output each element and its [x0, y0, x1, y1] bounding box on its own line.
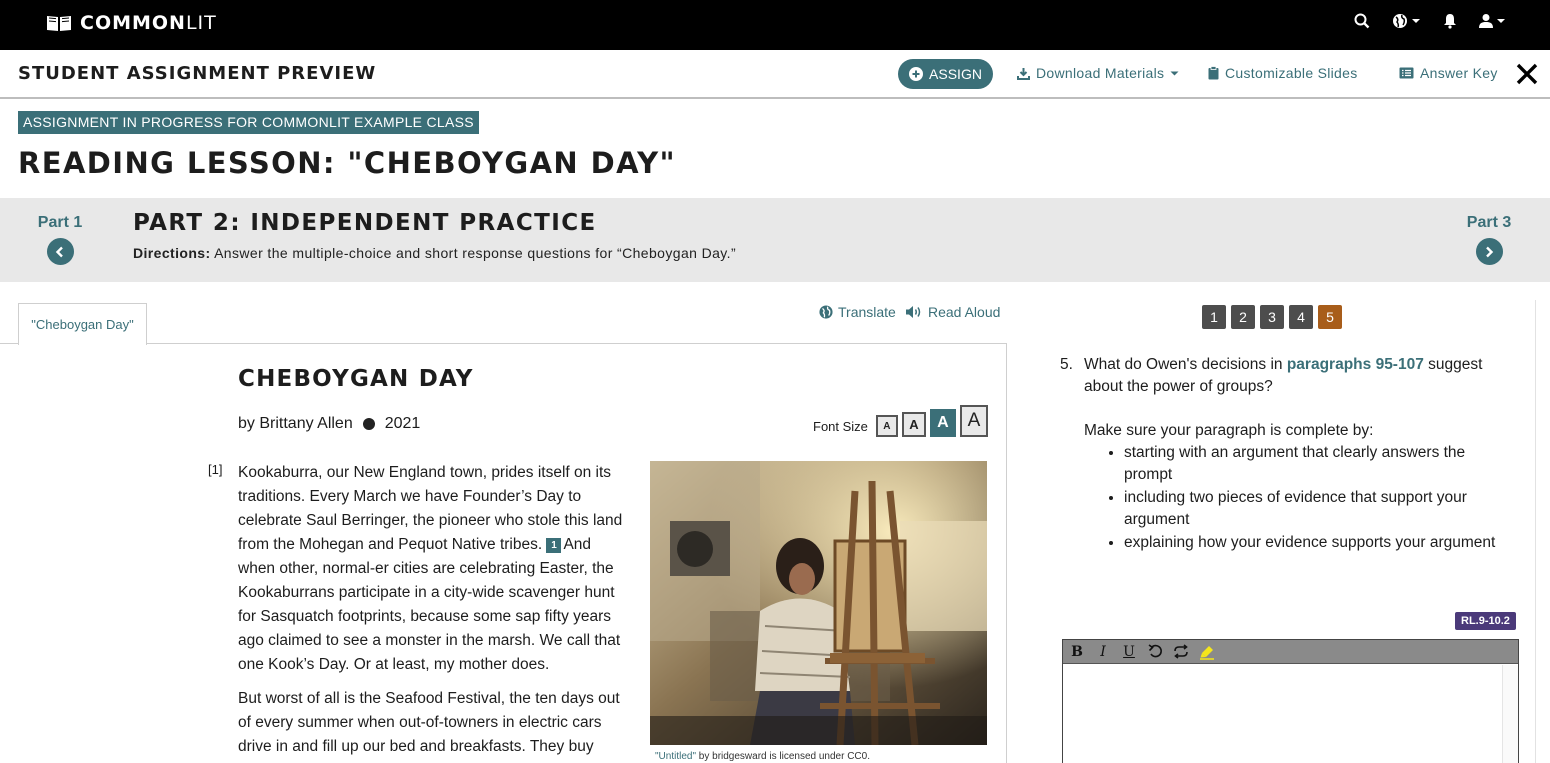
bold-button[interactable]: B: [1071, 643, 1083, 660]
question-5-button[interactable]: 5: [1318, 305, 1342, 329]
commonlit-logo[interactable]: [46, 12, 217, 34]
footnote-marker[interactable]: 1: [546, 538, 561, 553]
list-item: • starting with an argument that clearly answers the prompt: [1124, 442, 1504, 486]
clipboard-icon: [1208, 66, 1219, 80]
page-title: READING LESSON: "CHEBOYGAN DAY": [18, 146, 677, 180]
translate-button[interactable]: [819, 304, 896, 320]
chevron-down-icon: [1496, 17, 1506, 25]
globe-icon: [819, 305, 833, 319]
directions-label: Directions:: [133, 245, 211, 261]
book-icon: [46, 14, 72, 32]
paragraph-1-start: Kookaburra, our New England town, prides itself on its traditions. Every March we have Founder’s Day to celebrate Saul Berringer, the pioneer who stole this land from the Mohegan and Pequot Native tribes.: [238, 464, 623, 553]
search-icon[interactable]: [1354, 13, 1370, 29]
question-text: [1084, 354, 1504, 398]
question-text-end: suggest about the power of groups?: [1084, 356, 1483, 395]
previous-part-label: Part 1: [37, 214, 83, 231]
font-size-control: [813, 405, 988, 437]
chevron-down-icon: [1411, 17, 1421, 25]
answer-key-label: Answer Key: [1420, 65, 1498, 81]
close-icon[interactable]: [1514, 61, 1540, 87]
paragraph-2: But worst of all is the Seafood Festival, the ten days out of every summer when out-of-towners in electric cars drive in and fill up our bed and breakfasts. They buy: [238, 690, 620, 755]
user-menu[interactable]: [1479, 13, 1506, 29]
undo-icon[interactable]: [1147, 644, 1163, 660]
logo-text: COMMONLIT: [80, 12, 217, 34]
speaker-icon: [905, 305, 923, 319]
list-item: • explaining how your evidence supports your argument: [1124, 532, 1504, 554]
customizable-slides-label: Customizable Slides: [1225, 65, 1358, 81]
assign-button[interactable]: [898, 59, 993, 89]
font-size-small-button[interactable]: A: [876, 415, 898, 437]
response-text-area[interactable]: [1063, 665, 1503, 763]
paragraph-1: [238, 461, 630, 677]
language-menu[interactable]: [1392, 13, 1421, 29]
italic-button[interactable]: I: [1100, 643, 1106, 660]
image-source-link[interactable]: "Untitled": [655, 751, 697, 762]
question-instruction: Make sure your paragraph is complete by:: [1084, 422, 1374, 439]
paragraph-reference-link[interactable]: paragraphs 95-107: [1286, 356, 1424, 373]
font-size-medium-button[interactable]: A: [902, 412, 926, 437]
redo-icon[interactable]: [1173, 644, 1189, 660]
criteria-list: [1124, 442, 1504, 554]
list-item: • including two pieces of evidence that support your argument: [1124, 487, 1504, 531]
byline: [238, 415, 420, 433]
status-badge: ASSIGNMENT IN PROGRESS FOR COMMONLIT EXAMPLE CLASS: [18, 111, 479, 134]
story-title: CHEBOYGAN DAY: [238, 366, 474, 392]
font-size-large-button[interactable]: A: [930, 409, 956, 437]
font-size-xlarge-button[interactable]: A: [960, 405, 988, 437]
assign-label: ASSIGN: [929, 66, 982, 82]
preview-toolbar: [0, 50, 1550, 99]
editor-toolbar: [1063, 640, 1518, 664]
preview-title: STUDENT ASSIGNMENT PREVIEW: [18, 63, 377, 84]
bell-icon[interactable]: [1443, 13, 1457, 29]
download-icon: [1017, 67, 1030, 80]
underline-button[interactable]: U: [1123, 643, 1135, 660]
answer-key-link[interactable]: [1399, 65, 1498, 81]
font-size-label: Font Size: [813, 419, 868, 434]
highlighter-icon[interactable]: [1199, 644, 1215, 660]
globe-icon: [1392, 13, 1408, 29]
plus-circle-icon: [909, 67, 923, 81]
chevron-right-icon: [1476, 238, 1503, 265]
part-directions: [133, 245, 736, 261]
question-1-button[interactable]: 1: [1202, 305, 1226, 329]
question-2-button[interactable]: 2: [1231, 305, 1255, 329]
paragraph-1-end: And when other, normal-er cities are celebrating Easter, the Kookaburrans participate in a city-wide scavenger hunt for Sasquatch footprints, because some sap fifty years ago claimed to see a monster in the marsh. We call that one Kook’s Day. Or at least, my mother does.: [238, 536, 621, 673]
editor-scrollbar[interactable]: [1502, 665, 1518, 763]
paragraph-number: [1]: [208, 462, 223, 477]
separator-dot: [363, 418, 375, 430]
translate-label: Translate: [838, 304, 896, 320]
image-caption: [655, 751, 870, 762]
response-editor: [1062, 639, 1519, 763]
top-navigation: [0, 0, 1550, 50]
previous-part-button[interactable]: [30, 214, 90, 265]
download-materials-menu[interactable]: [1017, 65, 1179, 81]
list-icon: [1399, 67, 1414, 79]
question-text-start: What do Owen's decisions in: [1084, 356, 1287, 373]
part-title: PART 2: INDEPENDENT PRACTICE: [133, 210, 597, 236]
author: by Brittany Allen: [238, 415, 353, 432]
question-panel-divider: [1535, 300, 1536, 763]
question-4-button[interactable]: 4: [1289, 305, 1313, 329]
next-part-button[interactable]: [1459, 214, 1519, 265]
chevron-down-icon: [1170, 70, 1179, 77]
chevron-left-icon: [47, 238, 74, 265]
part-navigation-bar: [0, 198, 1550, 282]
story-text: [238, 461, 630, 763]
read-aloud-button[interactable]: [905, 304, 1000, 320]
story-illustration: [650, 461, 987, 745]
directions-text: Answer the multiple-choice and short response questions for “Cheboygan Day.”: [214, 245, 737, 261]
next-part-label: Part 3: [1466, 214, 1512, 231]
download-materials-label: Download Materials: [1036, 65, 1165, 81]
image-license-text: by bridgesward is licensed under CC0.: [696, 751, 870, 762]
question-prompt: [1084, 354, 1504, 555]
user-icon: [1479, 13, 1493, 29]
customizable-slides-link[interactable]: [1208, 65, 1358, 81]
standard-badge: RL.9-10.2: [1455, 612, 1516, 630]
question-3-button[interactable]: 3: [1260, 305, 1284, 329]
read-aloud-label: Read Aloud: [928, 304, 1001, 320]
tab-cheboygan-day[interactable]: "Cheboygan Day": [18, 303, 147, 345]
question-pagination: [1202, 305, 1342, 329]
publication-year: 2021: [384, 415, 421, 432]
question-number: 5.: [1060, 356, 1073, 373]
